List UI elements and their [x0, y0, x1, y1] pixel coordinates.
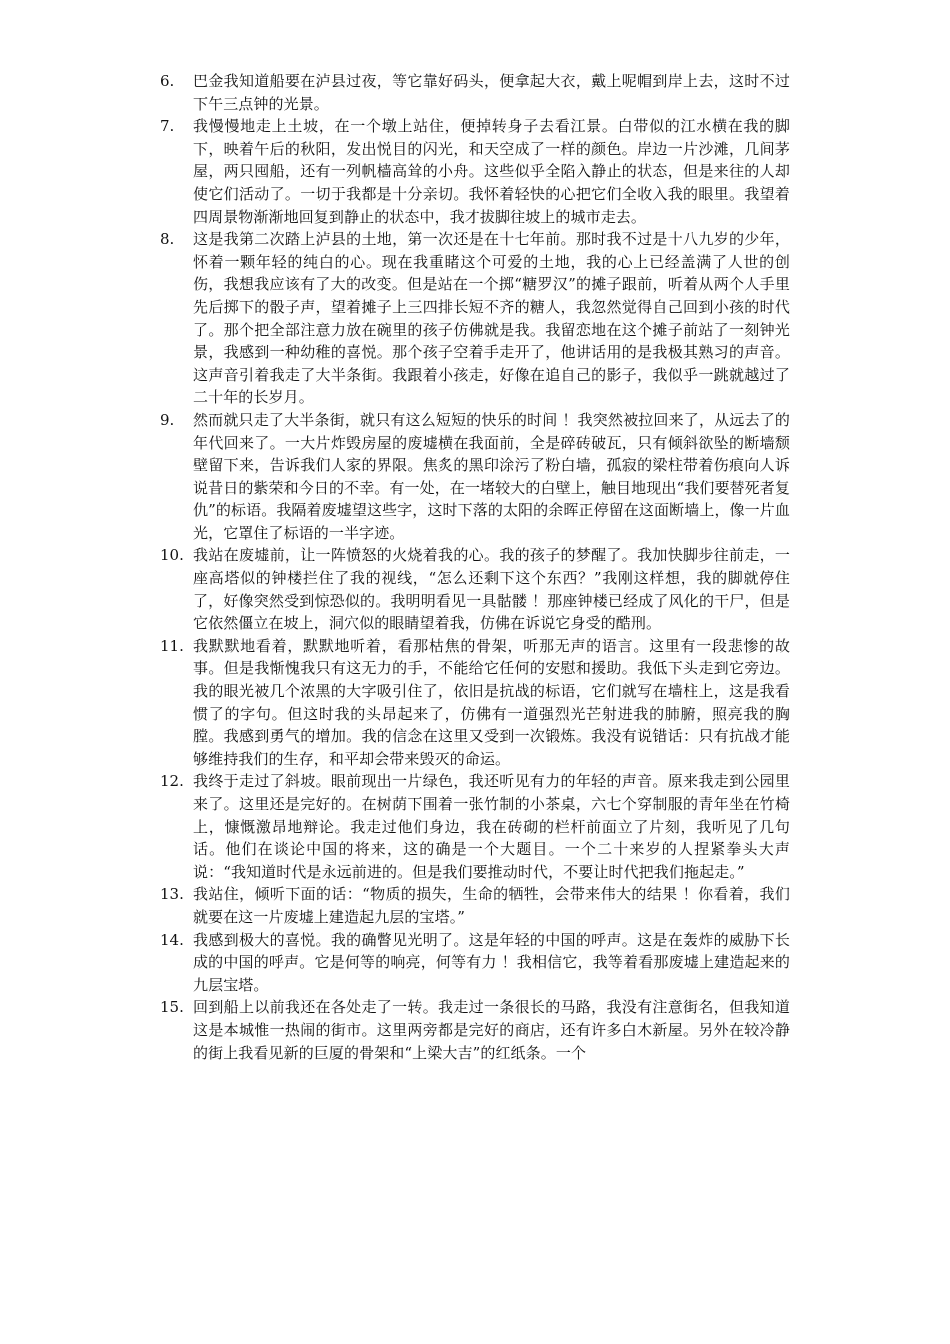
paragraph-11 — [0, 635, 790, 771]
paragraph-number: 6. — [160, 72, 175, 90]
paragraph-7 — [0, 115, 790, 228]
paragraph-8 — [0, 228, 790, 409]
paragraph-number: 12. — [160, 772, 184, 791]
paragraph-number: 11. — [160, 636, 184, 655]
paragraph-13 — [0, 883, 790, 928]
paragraph-text: 我站在废墟前，让一阵愤怒的火烧着我的心。我的孩子的梦醒了。我加快脚步往前走，一座高塔似的钟楼拦住了我的视线，“怎么还剩下这个东西？”我刚这样想，我的脚就停住了，好像突然受到惊恐似的。我明明看见一具骷髅 ！那座钟楼已经成了风化的干尸，但是它依然僵立在坡上，洞穴似的眼睛望着我，仿佛在诉说它身受的酷刑。 — [193, 546, 790, 633]
paragraph-text: 我站住，倾听下面的话：“物质的损失，生命的牺牲，会带来伟大的结果 ！你看着，我们就要在这一片废墟上建造起九层的宝塔。” — [193, 885, 790, 926]
paragraph-number: 14. — [160, 930, 184, 949]
paragraph-10 — [0, 544, 790, 634]
paragraph-12 — [0, 770, 790, 883]
paragraph-number: 8. — [160, 230, 175, 249]
paragraph-text: 回到船上以前我还在各处走了一转。我走过一条很长的马路，我没有注意街名，但我知道这是本城惟一热闹的街市。这里两旁都是完好的商店，还有许多白木新屋。另外在较冷静的街上我看见新的巨厦的骨架和“上梁大吉”的红纸条。一个 — [193, 998, 790, 1062]
paragraph-number: 10. — [160, 546, 184, 565]
paragraph-number: 9. — [160, 410, 175, 429]
paragraph-number: 13. — [160, 885, 184, 904]
paragraph-text: 巴金我知道船要在泸县过夜，等它靠好码头，便拿起大衣，戴上呢帽到岸上去，这时不过下午三点钟的光景。 — [193, 72, 790, 113]
paragraph-9 — [0, 409, 790, 545]
paragraph-text: 我感到极大的喜悦。我的确瞥见光明了。这是年轻的中国的呼声。这是在轰炸的威胁下长成的中国的呼声。它是何等的响亮，何等有力 ！我相信它，我等着看那废墟上建造起来的九层宝塔。 — [193, 930, 790, 994]
paragraph-14 — [0, 929, 790, 997]
paragraph-text: 我默默地看着，默默地听着，看那枯焦的骨架，听那无声的语言。这里有一段悲惨的故事。但是我惭愧我只有这无力的手，不能给它任何的安慰和援助。我低下头走到它旁边。我的眼光被几个浓黑的大字吸引住了，依旧是抗战的标语，它们就写在墙柱上，这是我看惯了的字句。但这时我的头昂起来了，仿佛有一道强烈光芒射进我的肺腑，照亮我的胸膛。我感到勇气的增加。我的信念在这里又受到一次锻炼。我没有说错话：只有抗战才能够维持我们的生存，和平却会带来毁灭的命运。 — [193, 636, 790, 768]
document-page — [0, 70, 950, 1064]
paragraph-text: 我慢慢地走上土坡，在一个墩上站住，便掉转身子去看江景。白带似的江水横在我的脚下，映着午后的秋阳，发出悦目的闪光，和天空成了一样的颜色。岸边一片沙滩，几间茅屋，两只囤船，还有一列帆樯高耸的小舟。这些似乎全陷入静止的状态，但是来往的人却使它们活动了。一切于我都是十分亲切。我怀着轻快的心把它们全收入我的眼里。我望着四周景物渐渐地回复到静止的状态中，我才拔脚往坡上的城市走去。 — [193, 117, 790, 226]
paragraph-number: 15. — [160, 998, 184, 1017]
paragraph-text: 我终于走过了斜坡。眼前现出一片绿色，我还听见有力的年轻的声音。原来我走到公园里来了。这里还是完好的。在树荫下围着一张竹制的小茶桌，六七个穿制服的青年坐在竹椅上，慷慨激昂地辩论。我走过他们身边，我在砖砌的栏杆前面立了片刻，我听见了几句话。他们在谈论中国的将来，这的确是一个大题目。一个二十来岁的人捏紧拳头大声说：“我知道时代是永远前进的。但是我们要推动时代，不要让时代把我们拖起走。” — [193, 772, 790, 881]
paragraph-text: 这是我第二次踏上泸县的土地，第一次还是在十七年前。那时我不过是十八九岁的少年，怀着一颗年轻的纯白的心。现在我重睹这个可爱的土地，我的心上已经盖满了人世的创伤，我想我应该有了大的改变。但是站在一个掷“糖罗汉”的摊子跟前，听着从两个人手里先后掷下的骰子声，望着摊子上三四排长短不齐的糖人，我忽然觉得自己回到小孩的时代了。那个把全部注意力放在碗里的孩子仿佛就是我。我留恋地在这个摊子前站了一刻钟光景，我感到一种幼稚的喜悦。那个孩子空着手走开了，他讲话用的是我极其熟习的声音。这声音引着我走了大半条街。我跟着小孩走，好像在追自己的影子，我似乎一跳就越过了二十年的长岁月。 — [193, 230, 790, 407]
paragraph-number: 7. — [160, 117, 175, 136]
paragraph-text: 然而就只走了大半条街，就只有这么短短的快乐的时间 ！我突然被拉回来了，从远去了的年代回来了。一大片炸毁房屋的废墟横在我面前，全是碎砖破瓦，只有倾斜欲坠的断墙颓壁留下来，告诉我们人家的界限。焦炙的黑印涂污了粉白墙，孤寂的梁柱带着伤痕向人诉说昔日的紫荣和今日的不幸。有一处，在一堵较大的白壁上，触目地现出“我们要替死者复仇”的标语。我隔着废墟望这些字，这时下落的太阳的余晖正停留在这面断墙上，像一片血光，它罩住了标语的一半字迹。 — [193, 410, 790, 542]
paragraph-15 — [0, 996, 790, 1064]
paragraph-6 — [0, 70, 790, 115]
